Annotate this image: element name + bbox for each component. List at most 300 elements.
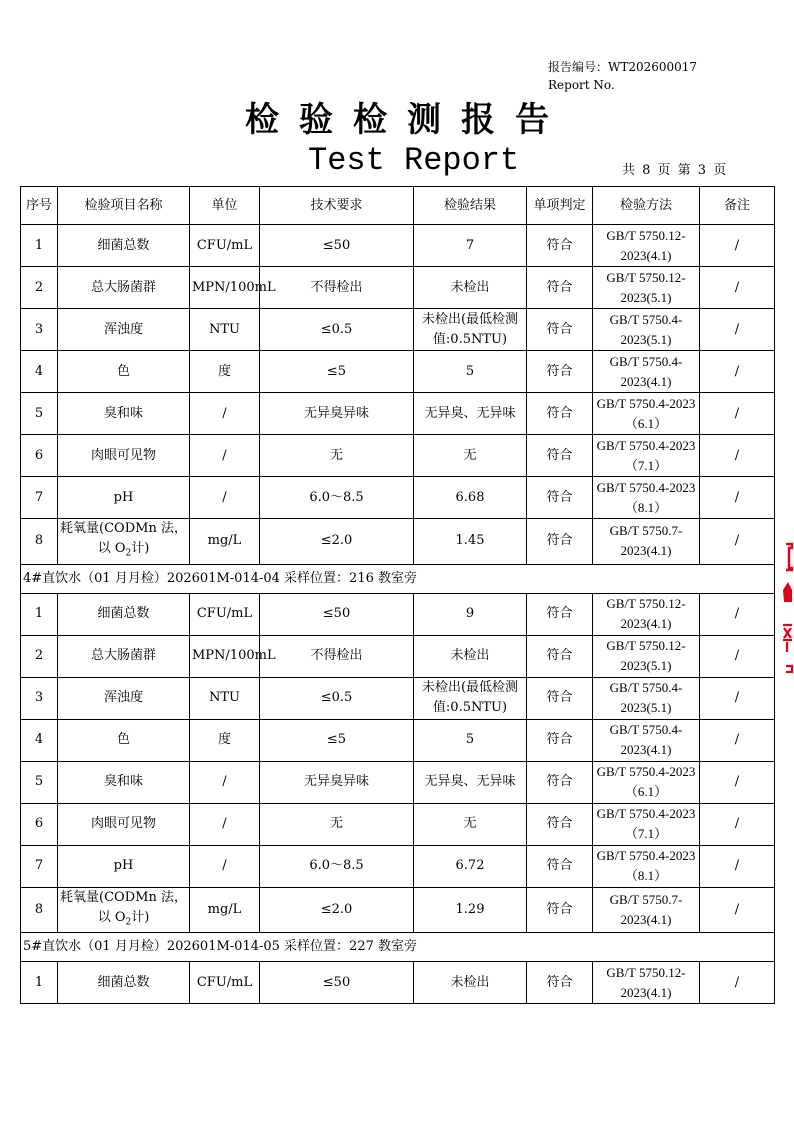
cell-remark xyxy=(700,393,775,435)
cell-item xyxy=(58,393,190,435)
cell-unit-text: / xyxy=(222,858,227,874)
cell-remark-text: / xyxy=(734,321,740,337)
cell-requirement-text: ≤50 xyxy=(322,237,351,253)
cell-method-text: GB/T 5750.12- xyxy=(606,227,686,243)
cell-method xyxy=(593,309,700,351)
cell-requirement-text: ≤0.5 xyxy=(320,321,353,337)
cell-method-text: 2023(4.1) xyxy=(620,984,672,1000)
cell-item xyxy=(58,803,190,845)
table-row xyxy=(21,887,775,933)
cell-requirement-text: ≤0.5 xyxy=(320,690,353,706)
cell-no xyxy=(21,593,58,635)
cell-result xyxy=(414,962,527,1004)
cell-item xyxy=(58,677,190,719)
cell-method-text: 2023(4.1) xyxy=(620,247,672,263)
cell-requirement-text: 不得检出 xyxy=(310,648,363,664)
cell-judgement xyxy=(527,393,593,435)
page-count: 共 8 页 第 3 页 xyxy=(622,163,727,178)
cell-unit xyxy=(190,803,260,845)
report-title-cn: 检验检测报告 xyxy=(245,100,569,140)
cell-item xyxy=(58,887,190,933)
cell-result-text: 未检出 xyxy=(450,279,490,295)
cell-requirement-text: 无异臭异味 xyxy=(303,405,369,421)
cell-judgement-text: 符合 xyxy=(546,321,573,337)
sample-group-row xyxy=(21,933,775,962)
cell-unit xyxy=(190,225,260,267)
sample-group-title: 5#直饮水（01 月月检）202601M-014-05 采样位置：227 教室旁 xyxy=(21,933,775,962)
cell-no xyxy=(21,635,58,677)
cell-method-text: GB/T 5750.4- xyxy=(609,311,683,327)
cell-judgement-text: 符合 xyxy=(546,690,573,706)
cell-result xyxy=(414,267,527,309)
cell-requirement xyxy=(260,309,414,351)
cell-no xyxy=(21,761,58,803)
cell-requirement xyxy=(260,225,414,267)
cell-result xyxy=(414,593,527,635)
cell-judgement-text: 符合 xyxy=(546,363,573,379)
cell-judgement xyxy=(527,845,593,887)
cell-unit xyxy=(190,309,260,351)
cell-result-text: 未检出(最低检测 xyxy=(421,311,519,327)
cell-result-text: 5 xyxy=(465,363,475,379)
table-row xyxy=(21,309,775,351)
cell-result-text: 5 xyxy=(465,732,475,748)
cell-unit xyxy=(190,635,276,677)
cell-unit-text: MPN/100mL xyxy=(192,279,276,295)
cell-result xyxy=(414,677,527,719)
cell-remark-text: / xyxy=(734,363,740,379)
cell-judgement-text: 符合 xyxy=(546,237,573,253)
table-row xyxy=(21,635,775,677)
cell-no-text: 6 xyxy=(34,447,44,463)
cell-item xyxy=(58,267,190,309)
report-number: 报告编号：WT202600017 xyxy=(548,60,698,74)
cell-unit-text: / xyxy=(222,816,227,832)
cell-judgement xyxy=(527,635,593,677)
seal-stamp-fragment xyxy=(780,540,794,675)
cell-requirement-text: 6.0～8.5 xyxy=(309,489,364,505)
cell-no-text: 1 xyxy=(34,606,44,622)
cell-judgement-text: 符合 xyxy=(546,858,573,874)
cell-result-text: 1.29 xyxy=(455,901,485,917)
cell-item xyxy=(58,351,190,393)
cell-item xyxy=(58,519,190,565)
cell-unit-text: NTU xyxy=(208,690,240,706)
cell-remark-text: / xyxy=(734,279,740,295)
table-row xyxy=(21,351,775,393)
cell-judgement xyxy=(527,962,593,1004)
cell-remark-text: / xyxy=(734,606,740,622)
col-header-remark: 备注 xyxy=(700,187,775,225)
cell-requirement-text: 无 xyxy=(329,447,343,463)
cell-no xyxy=(21,719,58,761)
table-row xyxy=(21,519,775,565)
cell-item-subscript: 2 xyxy=(125,548,132,559)
cell-no-text: 3 xyxy=(34,321,44,337)
cell-unit xyxy=(190,887,260,933)
cell-item xyxy=(58,719,190,761)
cell-method-text: 2023(5.1) xyxy=(620,700,672,716)
table-row xyxy=(21,803,775,845)
cell-unit-text: mg/L xyxy=(207,901,242,917)
cell-method-text: （8.1） xyxy=(624,499,668,515)
cell-remark xyxy=(700,635,775,677)
cell-item-text: 计) xyxy=(131,541,150,556)
cell-method xyxy=(593,225,700,267)
cell-item xyxy=(58,962,190,1004)
table-row xyxy=(21,719,775,761)
group3-body xyxy=(21,962,775,1004)
cell-method-text: GB/T 5750.12- xyxy=(606,964,686,980)
cell-method-text: GB/T 5750.4-2023 xyxy=(596,848,696,864)
cell-result xyxy=(414,635,527,677)
cell-requirement-text: ≤5 xyxy=(326,363,347,379)
cell-remark-text: / xyxy=(734,774,740,790)
cell-unit xyxy=(190,677,260,719)
cell-method-text: GB/T 5750.7- xyxy=(609,891,683,907)
cell-remark-text: / xyxy=(734,690,740,706)
cell-requirement xyxy=(260,593,414,635)
cell-requirement xyxy=(260,761,414,803)
cell-requirement xyxy=(260,519,414,565)
cell-remark xyxy=(700,887,775,933)
cell-item xyxy=(58,477,190,519)
cell-no-text: 7 xyxy=(34,858,44,874)
cell-requirement xyxy=(260,962,414,1004)
cell-method xyxy=(593,962,700,1004)
sample-group-row xyxy=(21,564,775,593)
cell-no-text: 2 xyxy=(34,648,44,664)
cell-remark xyxy=(700,593,775,635)
cell-method-text: （8.1） xyxy=(624,868,668,884)
cell-no xyxy=(21,519,58,565)
cell-item-text: 耗氧量(CODMn 法， xyxy=(60,889,187,905)
cell-remark-text: / xyxy=(734,405,740,421)
cell-remark-text: / xyxy=(734,974,740,990)
cell-judgement xyxy=(527,351,593,393)
cell-judgement xyxy=(527,593,593,635)
cell-judgement-text: 符合 xyxy=(546,447,573,463)
cell-unit xyxy=(190,719,260,761)
sample-group-title: 4#直饮水（01 月月检）202601M-014-04 采样位置：216 教室旁 xyxy=(21,564,775,593)
cell-judgement-text: 符合 xyxy=(546,606,573,622)
cell-judgement-text: 符合 xyxy=(546,279,573,295)
table-row xyxy=(21,435,775,477)
test-results-table xyxy=(20,186,775,1004)
cell-judgement xyxy=(527,267,593,309)
cell-result xyxy=(414,719,527,761)
cell-item xyxy=(58,761,190,803)
cell-item xyxy=(58,593,190,635)
cell-result-text: 9 xyxy=(465,606,475,622)
cell-requirement-text: 不得检出 xyxy=(310,279,363,295)
cell-item-text: pH xyxy=(113,489,134,505)
cell-method xyxy=(593,435,700,477)
cell-judgement-text: 符合 xyxy=(546,974,573,990)
cell-unit xyxy=(190,393,260,435)
cell-no xyxy=(21,267,58,309)
cell-remark xyxy=(700,761,775,803)
cell-requirement xyxy=(260,393,414,435)
cell-method-text: 2023(4.1) xyxy=(620,911,672,927)
cell-unit xyxy=(190,845,260,887)
cell-requirement xyxy=(260,803,414,845)
cell-remark-text: / xyxy=(734,732,740,748)
table-row xyxy=(21,267,775,309)
cell-result-text: 无异臭、无异味 xyxy=(424,405,516,421)
cell-result xyxy=(414,351,527,393)
col-header-judgement: 单项判定 xyxy=(527,187,593,225)
cell-no-text: 1 xyxy=(34,974,44,990)
cell-remark-text: / xyxy=(734,901,740,917)
cell-requirement-text: 6.0～8.5 xyxy=(309,858,364,874)
cell-judgement xyxy=(527,803,593,845)
table-header-row xyxy=(21,187,775,225)
cell-remark xyxy=(700,519,775,565)
cell-unit-text: / xyxy=(222,489,227,505)
cell-judgement xyxy=(527,761,593,803)
cell-requirement-text: ≤2.0 xyxy=(320,533,353,549)
cell-judgement-text: 符合 xyxy=(546,901,573,917)
cell-item-text: 总大肠菌群 xyxy=(90,648,156,664)
cell-remark-text: / xyxy=(734,816,740,832)
cell-unit xyxy=(190,351,260,393)
cell-result xyxy=(414,887,527,933)
cell-requirement xyxy=(260,845,414,887)
cell-unit xyxy=(190,267,276,309)
table-row xyxy=(21,477,775,519)
cell-result xyxy=(414,477,527,519)
cell-result xyxy=(414,761,527,803)
cell-result-text: 6.68 xyxy=(455,489,485,505)
cell-unit-text: 度 xyxy=(217,363,231,379)
cell-item-text: 肉眼可见物 xyxy=(90,816,156,832)
cell-result-text: 未检出 xyxy=(450,974,490,990)
cell-unit-text: CFU/mL xyxy=(196,606,253,622)
cell-result xyxy=(414,519,527,565)
cell-method-text: 2023(5.1) xyxy=(620,658,672,674)
cell-method-text: GB/T 5750.7- xyxy=(609,523,683,539)
cell-method xyxy=(593,267,700,309)
cell-item-text: 耗氧量(CODMn 法， xyxy=(60,521,187,536)
cell-requirement-text: 无 xyxy=(329,816,343,832)
cell-item-text: 色 xyxy=(116,732,130,748)
cell-item-text: 色 xyxy=(116,363,130,379)
cell-requirement xyxy=(260,887,414,933)
cell-requirement xyxy=(260,435,414,477)
table-row xyxy=(21,593,775,635)
cell-remark xyxy=(700,677,775,719)
cell-method-text: GB/T 5750.4- xyxy=(609,353,683,369)
cell-remark xyxy=(700,309,775,351)
cell-judgement xyxy=(527,225,593,267)
cell-no xyxy=(21,803,58,845)
cell-item-text: 以 O xyxy=(97,541,126,556)
cell-remark xyxy=(700,845,775,887)
cell-remark-text: / xyxy=(734,237,740,253)
cell-unit-text: 度 xyxy=(217,732,231,748)
cell-no xyxy=(21,225,58,267)
cell-method xyxy=(593,393,700,435)
cell-no-text: 5 xyxy=(34,405,44,421)
cell-method xyxy=(593,845,700,887)
col-header-result: 检验结果 xyxy=(414,187,527,225)
cell-method-text: （6.1） xyxy=(624,784,668,800)
cell-item-text: 细菌总数 xyxy=(97,237,150,253)
cell-result xyxy=(414,435,527,477)
cell-no xyxy=(21,677,58,719)
cell-unit xyxy=(190,761,260,803)
cell-remark xyxy=(700,719,775,761)
cell-result-text: 值:0.5NTU) xyxy=(432,331,508,347)
cell-unit-text: CFU/mL xyxy=(196,974,253,990)
cell-result-text: 1.45 xyxy=(455,533,485,549)
cell-result xyxy=(414,309,527,351)
cell-item-text: pH xyxy=(113,858,134,874)
cell-method-text: GB/T 5750.4-2023 xyxy=(596,806,696,822)
cell-no xyxy=(21,393,58,435)
cell-item-text: 细菌总数 xyxy=(97,606,150,622)
col-header-method: 检验方法 xyxy=(593,187,700,225)
group1-body xyxy=(21,225,775,565)
cell-method xyxy=(593,635,700,677)
cell-item-subscript: 2 xyxy=(125,917,132,928)
cell-requirement xyxy=(260,719,414,761)
cell-no-text: 5 xyxy=(34,774,44,790)
cell-result-text: 7 xyxy=(465,237,475,253)
cell-requirement xyxy=(260,477,414,519)
cell-method xyxy=(593,887,700,933)
cell-judgement xyxy=(527,477,593,519)
cell-result xyxy=(414,845,527,887)
cell-method-text: 2023(5.1) xyxy=(620,331,672,347)
group2-body xyxy=(21,593,775,933)
cell-item-text: 浑浊度 xyxy=(103,321,143,337)
cell-remark xyxy=(700,477,775,519)
cell-unit-text: CFU/mL xyxy=(196,237,253,253)
cell-no-text: 8 xyxy=(34,533,44,549)
cell-requirement xyxy=(260,351,414,393)
cell-method xyxy=(593,761,700,803)
cell-no-text: 4 xyxy=(34,732,44,748)
cell-remark xyxy=(700,267,775,309)
cell-unit-text: / xyxy=(222,774,227,790)
cell-method-text: GB/T 5750.4-2023 xyxy=(596,437,696,453)
cell-result-text: 无 xyxy=(463,816,477,832)
cell-judgement xyxy=(527,519,593,565)
cell-unit xyxy=(190,962,260,1004)
cell-result-text: 6.72 xyxy=(455,858,485,874)
cell-remark-text: / xyxy=(734,447,740,463)
cell-item-text: 细菌总数 xyxy=(97,974,150,990)
cell-method xyxy=(593,719,700,761)
cell-judgement-text: 符合 xyxy=(546,405,573,421)
cell-method-text: GB/T 5750.4- xyxy=(609,680,683,696)
cell-requirement xyxy=(260,635,414,677)
cell-method xyxy=(593,677,700,719)
cell-no xyxy=(21,887,58,933)
cell-requirement-text: ≤50 xyxy=(322,606,351,622)
cell-method xyxy=(593,803,700,845)
cell-item-text: 浑浊度 xyxy=(103,690,143,706)
cell-judgement-text: 符合 xyxy=(546,533,573,549)
cell-no xyxy=(21,962,58,1004)
cell-item xyxy=(58,435,190,477)
cell-requirement xyxy=(260,267,414,309)
col-header-item: 检验项目名称 xyxy=(58,187,190,225)
cell-judgement-text: 符合 xyxy=(546,816,573,832)
cell-method-text: GB/T 5750.4-2023 xyxy=(596,764,696,780)
cell-method-text: 2023(4.1) xyxy=(620,543,672,559)
cell-remark-text: / xyxy=(734,858,740,874)
cell-judgement-text: 符合 xyxy=(546,774,573,790)
cell-result xyxy=(414,393,527,435)
cell-method xyxy=(593,519,700,565)
cell-item-text: 总大肠菌群 xyxy=(90,279,156,295)
cell-unit-text: / xyxy=(222,405,227,421)
cell-remark-text: / xyxy=(734,533,740,549)
cell-remark xyxy=(700,435,775,477)
cell-unit xyxy=(190,593,260,635)
table-row xyxy=(21,962,775,1004)
cell-no xyxy=(21,351,58,393)
cell-no xyxy=(21,845,58,887)
cell-requirement-text: 无异臭异味 xyxy=(303,774,369,790)
cell-requirement xyxy=(260,677,414,719)
cell-method-text: 2023(4.1) xyxy=(620,373,672,389)
cell-judgement xyxy=(527,887,593,933)
cell-judgement-text: 符合 xyxy=(546,732,573,748)
cell-no xyxy=(21,309,58,351)
cell-method-text: 2023(4.1) xyxy=(620,616,672,632)
cell-result-text: 未检出(最低检测 xyxy=(421,680,519,696)
cell-requirement-text: ≤5 xyxy=(326,732,347,748)
cell-method-text: 2023(5.1) xyxy=(620,289,672,305)
cell-no xyxy=(21,477,58,519)
cell-item xyxy=(58,635,190,677)
cell-method-text: GB/T 5750.4-2023 xyxy=(596,395,696,411)
cell-method-text: GB/T 5750.4-2023 xyxy=(596,479,696,495)
cell-method xyxy=(593,593,700,635)
cell-item xyxy=(58,309,190,351)
cell-no-text: 6 xyxy=(34,816,44,832)
cell-no-text: 7 xyxy=(34,489,44,505)
cell-method-text: GB/T 5750.12- xyxy=(606,596,686,612)
cell-result xyxy=(414,225,527,267)
cell-judgement xyxy=(527,435,593,477)
cell-method-text: GB/T 5750.12- xyxy=(606,638,686,654)
col-header-no: 序号 xyxy=(21,187,58,225)
cell-unit xyxy=(190,435,260,477)
cell-item-text: 肉眼可见物 xyxy=(90,447,156,463)
cell-remark xyxy=(700,803,775,845)
col-header-unit: 单位 xyxy=(190,187,260,225)
cell-item-text: 臭和味 xyxy=(103,405,143,421)
cell-remark-text: / xyxy=(734,489,740,505)
report-number-en-label: Report No. xyxy=(548,78,615,92)
cell-result-text: 未检出 xyxy=(450,648,490,664)
cell-judgement xyxy=(527,309,593,351)
col-header-requirement: 技术要求 xyxy=(260,187,414,225)
cell-requirement-text: ≤2.0 xyxy=(320,901,353,917)
cell-judgement-text: 符合 xyxy=(546,648,573,664)
cell-result-text: 无异臭、无异味 xyxy=(424,774,516,790)
cell-unit-text: mg/L xyxy=(207,533,242,549)
cell-method-text: （7.1） xyxy=(624,457,668,473)
cell-item-text: 计) xyxy=(131,909,150,925)
cell-item xyxy=(58,225,190,267)
table-row xyxy=(21,845,775,887)
